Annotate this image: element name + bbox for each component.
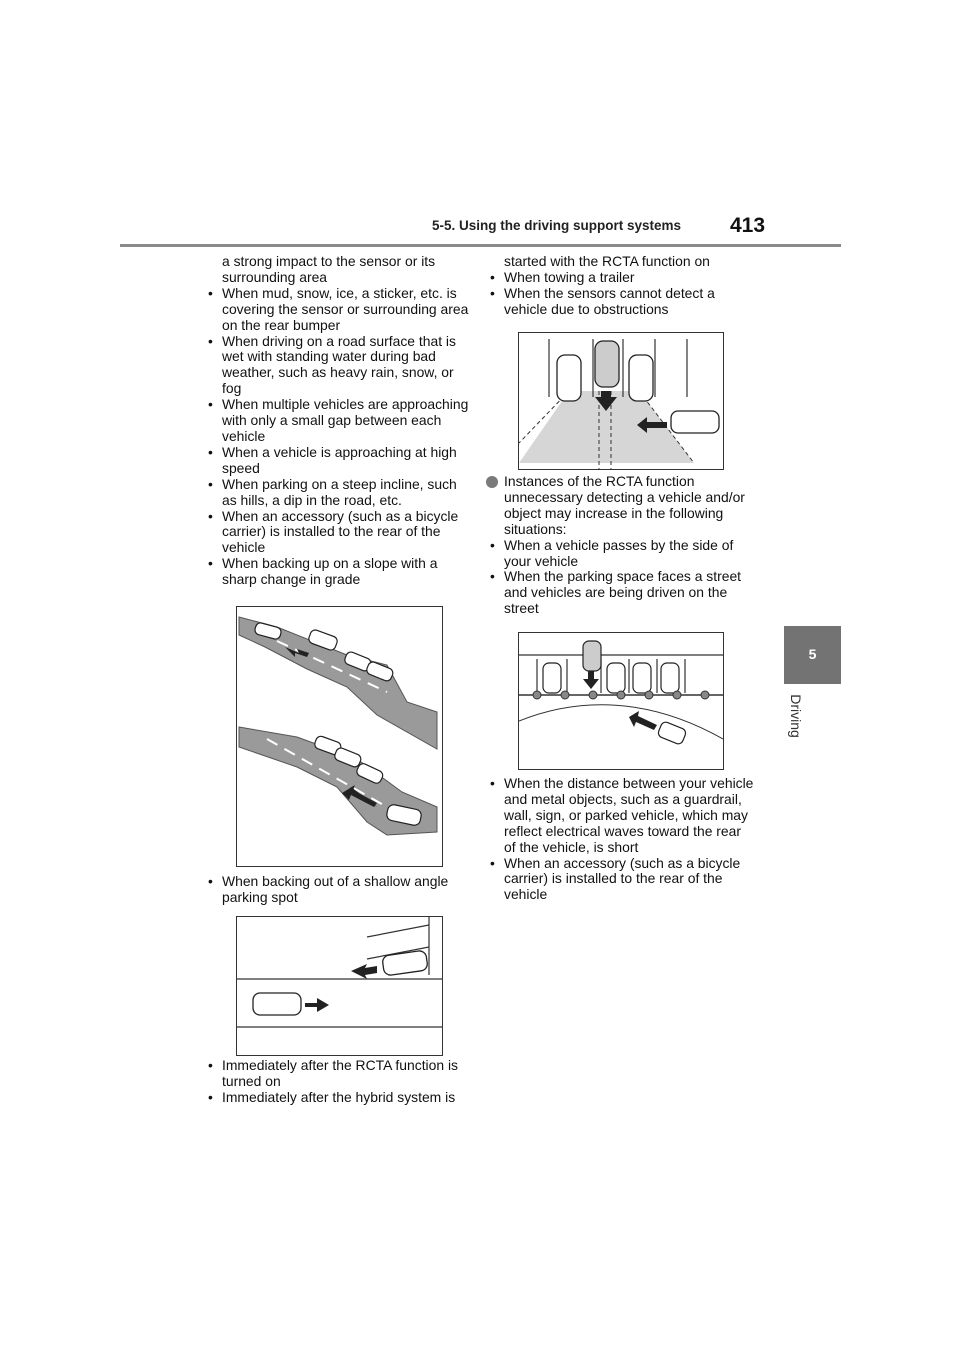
chapter-label xyxy=(786,688,806,748)
circle-bullet-icon xyxy=(486,476,498,488)
chapter-tab xyxy=(784,626,841,684)
shallow-angle-parking-illustration xyxy=(236,916,443,1056)
continuation-text: a strong impact to the sensor or its surrounding area xyxy=(222,253,436,285)
list-item: • When driving on a road surface that is wet with standing water during bad weather, such as heavy rain, snow, or fog xyxy=(208,332,456,397)
right-text-block-1 xyxy=(486,254,756,318)
chapter-name: Driving xyxy=(787,694,804,738)
list-item: • When parking on a steep incline, such as hills, a dip in the road, etc. xyxy=(208,475,457,508)
chapter-number: 5 xyxy=(808,646,817,662)
list-item: Instances of the RCTA function unnecessary detecting a vehicle and/or object may increase in the following situations: xyxy=(486,474,756,538)
right-text-block-2 xyxy=(486,474,756,617)
list-item: • When multiple vehicles are approaching with only a small gap between each vehicle xyxy=(208,396,469,444)
list-item: • When an accessory (such as a bicycle carrier) is installed to the rear of the vehicle xyxy=(208,507,459,556)
list-item: • When a vehicle passes by the side of your vehicle xyxy=(490,536,734,569)
street-parking-illustration xyxy=(518,632,724,770)
list-item: • When the parking space faces a street and vehicles are being driven on the street xyxy=(490,568,742,617)
header-rule xyxy=(120,244,841,247)
list-item: • When towing a trailer xyxy=(490,268,635,285)
list-item: • When an accessory (such as a bicycle carrier) is installed to the rear of the vehicle xyxy=(490,854,741,903)
left-text-block-3 xyxy=(204,1058,472,1106)
list-item: • When the distance between your vehicle and metal objects, such as a guardrail, wall, sign, or parked vehicle, which may reflect electrical waves toward the rear of the vehicle, is short xyxy=(490,775,754,855)
list-item: • When mud, snow, ice, a sticker, etc. is covering the sensor or surrounding area on the rear bumper xyxy=(208,284,469,333)
slope-illustration xyxy=(236,606,443,867)
list-item: • Immediately after the hybrid system is xyxy=(208,1088,456,1105)
sensor-obstruction-illustration xyxy=(518,332,724,470)
left-text-block-2 xyxy=(204,874,472,906)
continuation-text: started with the RCTA function on xyxy=(504,253,710,269)
list-item: • When the sensors cannot detect a vehicle due to obstructions xyxy=(490,284,715,317)
list-item: • When backing out of a shallow angle parking spot xyxy=(208,873,449,905)
list-item: • When a vehicle is approaching at high speed xyxy=(208,443,457,476)
list-item: • Immediately after the RCTA function is turned on xyxy=(208,1057,458,1089)
list-item: • When backing up on a slope with a sharp change in grade xyxy=(208,555,438,588)
section-title: 5-5. Using the driving support systems xyxy=(432,218,682,233)
left-text-block-1 xyxy=(204,254,472,588)
right-text-block-3 xyxy=(486,776,756,903)
page-number: 413 xyxy=(730,214,766,237)
